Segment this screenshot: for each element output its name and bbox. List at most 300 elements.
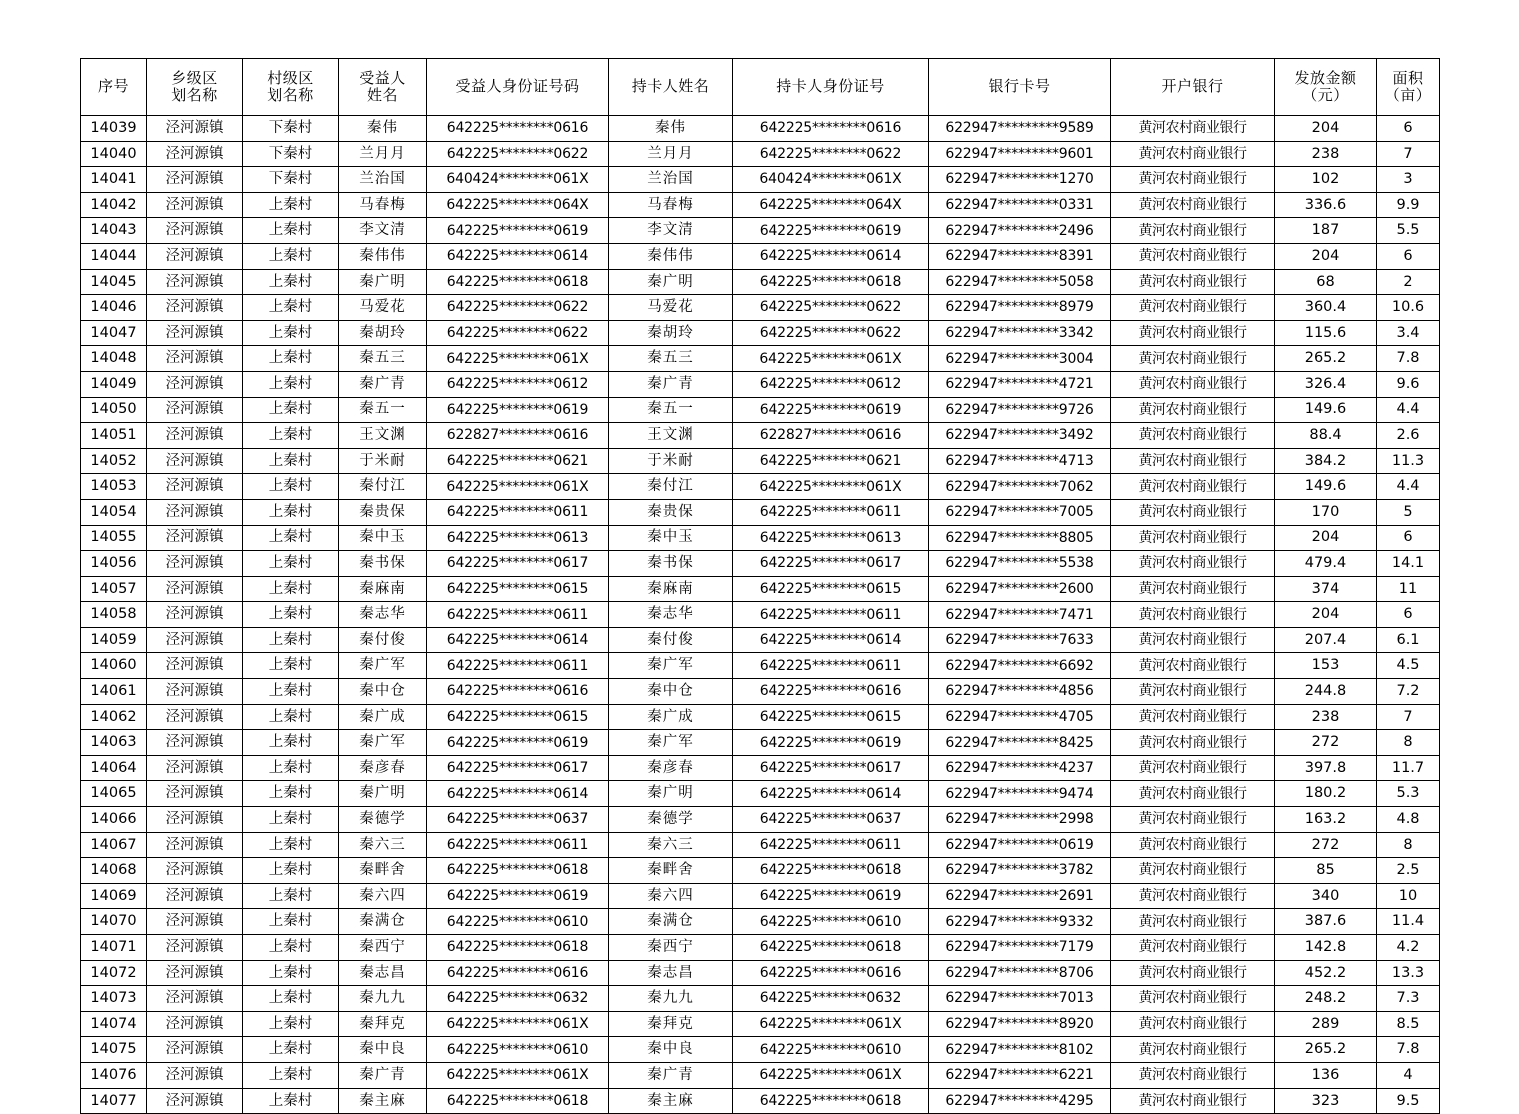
cell-beneficiary: 秦西宁: [339, 935, 427, 961]
cell-bank: 黄河农村商业银行: [1111, 1088, 1275, 1114]
cell-bank: 黄河农村商业银行: [1111, 755, 1275, 781]
cell-town: 泾河源镇: [147, 781, 243, 807]
table-row: [81, 909, 1440, 935]
table-row: [81, 448, 1440, 474]
table-row: [81, 883, 1440, 909]
cell-card: 622947*********0331: [929, 192, 1111, 218]
cell-area: 7.8: [1377, 1037, 1440, 1063]
cell-village: 上秦村: [243, 474, 339, 500]
cell-holder_id: 642225********0618: [733, 858, 929, 884]
cell-area: 3: [1377, 167, 1440, 193]
cell-amount: 374: [1275, 576, 1377, 602]
cell-town: 泾河源镇: [147, 525, 243, 551]
cell-amount: 452.2: [1275, 960, 1377, 986]
cell-beneficiary_id: 642225********0617: [427, 551, 609, 577]
cell-card: 622947*********1270: [929, 167, 1111, 193]
cell-holder: 秦中仓: [609, 679, 733, 705]
cell-beneficiary: 秦主麻: [339, 1088, 427, 1114]
cell-holder_id: 642225********0615: [733, 704, 929, 730]
cell-holder_id: 642225********0618: [733, 1088, 929, 1114]
table-row: [81, 295, 1440, 321]
cell-amount: 397.8: [1275, 755, 1377, 781]
cell-amount: 248.2: [1275, 986, 1377, 1012]
cell-town: 泾河源镇: [147, 1011, 243, 1037]
cell-seq: 14068: [81, 858, 147, 884]
cell-village: 上秦村: [243, 602, 339, 628]
cell-village: 上秦村: [243, 653, 339, 679]
cell-amount: 180.2: [1275, 781, 1377, 807]
cell-amount: 142.8: [1275, 935, 1377, 961]
cell-area: 6: [1377, 116, 1440, 142]
cell-card: 622947*********4295: [929, 1088, 1111, 1114]
cell-seq: 14039: [81, 116, 147, 142]
cell-area: 4.5: [1377, 653, 1440, 679]
cell-town: 泾河源镇: [147, 295, 243, 321]
cell-bank: 黄河农村商业银行: [1111, 320, 1275, 346]
cell-village: 上秦村: [243, 448, 339, 474]
cell-holder: 秦志昌: [609, 960, 733, 986]
cell-card: 622947*********8979: [929, 295, 1111, 321]
cell-card: 622947*********7013: [929, 986, 1111, 1012]
cell-area: 7.2: [1377, 679, 1440, 705]
cell-area: 9.6: [1377, 371, 1440, 397]
cell-holder_id: 642225********0619: [733, 397, 929, 423]
cell-town: 泾河源镇: [147, 371, 243, 397]
cell-beneficiary_id: 642225********0611: [427, 832, 609, 858]
cell-holder_id: 642225********0622: [733, 320, 929, 346]
cell-bank: 黄河农村商业银行: [1111, 1062, 1275, 1088]
cell-town: 泾河源镇: [147, 320, 243, 346]
cell-village: 上秦村: [243, 704, 339, 730]
cell-village: 上秦村: [243, 243, 339, 269]
cell-card: 622947*********4237: [929, 755, 1111, 781]
cell-holder: 秦伟伟: [609, 243, 733, 269]
cell-beneficiary_id: 642225********0616: [427, 960, 609, 986]
cell-holder: 秦志华: [609, 602, 733, 628]
cell-village: 上秦村: [243, 295, 339, 321]
cell-village: 上秦村: [243, 730, 339, 756]
cell-bank: 黄河农村商业银行: [1111, 602, 1275, 628]
cell-bank: 黄河农村商业银行: [1111, 525, 1275, 551]
cell-area: 4.2: [1377, 935, 1440, 961]
table-row: [81, 1037, 1440, 1063]
cell-amount: 323: [1275, 1088, 1377, 1114]
table-row: [81, 346, 1440, 372]
cell-seq: 14051: [81, 423, 147, 449]
cell-area: 8.5: [1377, 1011, 1440, 1037]
cell-amount: 244.8: [1275, 679, 1377, 705]
cell-beneficiary_id: 642225********0618: [427, 1088, 609, 1114]
cell-area: 10: [1377, 883, 1440, 909]
cell-amount: 170: [1275, 499, 1377, 525]
cell-beneficiary: 秦付俊: [339, 627, 427, 653]
cell-bank: 黄河农村商业银行: [1111, 141, 1275, 167]
header-row: [81, 59, 1440, 116]
table-row: [81, 627, 1440, 653]
cell-amount: 204: [1275, 243, 1377, 269]
cell-bank: 黄河农村商业银行: [1111, 499, 1275, 525]
cell-area: 11.7: [1377, 755, 1440, 781]
cell-town: 泾河源镇: [147, 474, 243, 500]
cell-area: 14.1: [1377, 551, 1440, 577]
cell-beneficiary: 秦贵保: [339, 499, 427, 525]
cell-amount: 68: [1275, 269, 1377, 295]
cell-area: 5.3: [1377, 781, 1440, 807]
cell-beneficiary_id: 642225********0622: [427, 295, 609, 321]
cell-seq: 14053: [81, 474, 147, 500]
column-header-seq: [81, 59, 147, 116]
cell-seq: 14059: [81, 627, 147, 653]
cell-town: 泾河源镇: [147, 116, 243, 142]
cell-holder_id: 642225********0617: [733, 551, 929, 577]
cell-beneficiary_id: 642225********061X: [427, 474, 609, 500]
cell-amount: 149.6: [1275, 397, 1377, 423]
table-row: [81, 243, 1440, 269]
table-row: [81, 679, 1440, 705]
cell-seq: 14064: [81, 755, 147, 781]
cell-village: 上秦村: [243, 807, 339, 833]
table-header: [81, 59, 1440, 116]
cell-seq: 14060: [81, 653, 147, 679]
cell-holder: 秦五三: [609, 346, 733, 372]
cell-seq: 14047: [81, 320, 147, 346]
cell-holder: 秦九九: [609, 986, 733, 1012]
cell-town: 泾河源镇: [147, 167, 243, 193]
cell-holder: 于米耐: [609, 448, 733, 474]
cell-town: 泾河源镇: [147, 1062, 243, 1088]
cell-holder_id: 640424********061X: [733, 167, 929, 193]
cell-amount: 289: [1275, 1011, 1377, 1037]
cell-town: 泾河源镇: [147, 986, 243, 1012]
cell-holder_id: 642225********0611: [733, 832, 929, 858]
cell-beneficiary_id: 642225********0614: [427, 627, 609, 653]
cell-village: 上秦村: [243, 346, 339, 372]
table-row: [81, 551, 1440, 577]
cell-village: 下秦村: [243, 116, 339, 142]
cell-area: 8: [1377, 832, 1440, 858]
cell-seq: 14056: [81, 551, 147, 577]
cell-seq: 14054: [81, 499, 147, 525]
table-row: [81, 832, 1440, 858]
cell-bank: 黄河农村商业银行: [1111, 1011, 1275, 1037]
cell-village: 上秦村: [243, 755, 339, 781]
cell-card: 622947*********0619: [929, 832, 1111, 858]
cell-seq: 14042: [81, 192, 147, 218]
cell-village: 上秦村: [243, 1037, 339, 1063]
cell-beneficiary_id: 642225********0616: [427, 679, 609, 705]
cell-card: 622947*********3492: [929, 423, 1111, 449]
cell-town: 泾河源镇: [147, 397, 243, 423]
cell-holder_id: 642225********0611: [733, 653, 929, 679]
cell-beneficiary_id: 642225********0615: [427, 704, 609, 730]
table-row: [81, 269, 1440, 295]
cell-bank: 黄河农村商业银行: [1111, 909, 1275, 935]
cell-seq: 14062: [81, 704, 147, 730]
cell-beneficiary_id: 622827********0616: [427, 423, 609, 449]
cell-amount: 204: [1275, 602, 1377, 628]
cell-town: 泾河源镇: [147, 935, 243, 961]
cell-bank: 黄河农村商业银行: [1111, 935, 1275, 961]
cell-beneficiary: 秦志华: [339, 602, 427, 628]
column-header-holder_id-line-0: 持卡人身份证号: [776, 77, 885, 96]
cell-town: 泾河源镇: [147, 218, 243, 244]
cell-town: 泾河源镇: [147, 679, 243, 705]
cell-holder_id: 642225********0614: [733, 243, 929, 269]
cell-village: 上秦村: [243, 883, 339, 909]
table-row: [81, 218, 1440, 244]
column-header-town-line-0: 乡级区: [171, 68, 218, 87]
cell-town: 泾河源镇: [147, 346, 243, 372]
cell-card: 622947*********2496: [929, 218, 1111, 244]
cell-bank: 黄河农村商业银行: [1111, 269, 1275, 295]
cell-beneficiary_id: 642225********0619: [427, 730, 609, 756]
cell-beneficiary: 王文渊: [339, 423, 427, 449]
cell-amount: 85: [1275, 858, 1377, 884]
column-header-beneficiary_id-line-0: 受益人身份证号码: [455, 77, 580, 96]
cell-area: 13.3: [1377, 960, 1440, 986]
cell-card: 622947*********6692: [929, 653, 1111, 679]
cell-village: 上秦村: [243, 218, 339, 244]
cell-area: 5.5: [1377, 218, 1440, 244]
cell-area: 5: [1377, 499, 1440, 525]
cell-holder_id: 642225********0614: [733, 627, 929, 653]
cell-bank: 黄河农村商业银行: [1111, 960, 1275, 986]
cell-holder: 兰治国: [609, 167, 733, 193]
cell-beneficiary_id: 642225********0618: [427, 269, 609, 295]
cell-beneficiary: 秦满仓: [339, 909, 427, 935]
cell-beneficiary: 秦九九: [339, 986, 427, 1012]
cell-holder_id: 642225********0612: [733, 371, 929, 397]
cell-town: 泾河源镇: [147, 423, 243, 449]
cell-seq: 14074: [81, 1011, 147, 1037]
table-row: [81, 397, 1440, 423]
cell-card: 622947*********9474: [929, 781, 1111, 807]
cell-town: 泾河源镇: [147, 1088, 243, 1114]
cell-bank: 黄河农村商业银行: [1111, 1037, 1275, 1063]
cell-beneficiary_id: 642225********0622: [427, 141, 609, 167]
column-header-village-line-0: 村级区: [267, 68, 314, 87]
cell-seq: 14045: [81, 269, 147, 295]
cell-amount: 149.6: [1275, 474, 1377, 500]
cell-holder: 秦德学: [609, 807, 733, 833]
cell-beneficiary_id: 642225********0615: [427, 576, 609, 602]
cell-amount: 326.4: [1275, 371, 1377, 397]
cell-card: 622947*********2691: [929, 883, 1111, 909]
column-header-holder-line-0: 持卡人姓名: [631, 77, 710, 96]
cell-village: 上秦村: [243, 397, 339, 423]
table-row: [81, 1088, 1440, 1114]
cell-area: 2.5: [1377, 858, 1440, 884]
cell-beneficiary: 秦畔舍: [339, 858, 427, 884]
cell-town: 泾河源镇: [147, 602, 243, 628]
cell-village: 上秦村: [243, 525, 339, 551]
cell-card: 622947*********3782: [929, 858, 1111, 884]
column-header-area-line-1: （亩）: [1384, 86, 1432, 104]
cell-amount: 387.6: [1275, 909, 1377, 935]
cell-beneficiary_id: 642225********0618: [427, 858, 609, 884]
cell-town: 泾河源镇: [147, 448, 243, 474]
cell-area: 8: [1377, 730, 1440, 756]
cell-beneficiary_id: 642225********0610: [427, 1037, 609, 1063]
cell-beneficiary: 秦广青: [339, 1062, 427, 1088]
cell-bank: 黄河农村商业银行: [1111, 448, 1275, 474]
cell-beneficiary_id: 642225********0611: [427, 602, 609, 628]
cell-seq: 14063: [81, 730, 147, 756]
cell-holder: 秦六四: [609, 883, 733, 909]
cell-beneficiary: 秦德学: [339, 807, 427, 833]
cell-holder_id: 642225********0616: [733, 960, 929, 986]
cell-holder_id: 642225********0618: [733, 269, 929, 295]
cell-holder_id: 642225********0632: [733, 986, 929, 1012]
cell-area: 7: [1377, 704, 1440, 730]
cell-seq: 14061: [81, 679, 147, 705]
cell-holder: 马爱花: [609, 295, 733, 321]
cell-village: 上秦村: [243, 960, 339, 986]
cell-beneficiary_id: 642225********0622: [427, 320, 609, 346]
column-header-bank-line-0: 开户银行: [1161, 77, 1224, 96]
cell-area: 2.6: [1377, 423, 1440, 449]
column-header-area: [1377, 59, 1440, 116]
cell-holder_id: 642225********0622: [733, 141, 929, 167]
cell-holder_id: 642225********0616: [733, 679, 929, 705]
column-header-seq-line-0: 序号: [97, 77, 129, 96]
cell-seq: 14065: [81, 781, 147, 807]
cell-beneficiary_id: 642225********0611: [427, 653, 609, 679]
cell-area: 4.8: [1377, 807, 1440, 833]
cell-holder: 秦付俊: [609, 627, 733, 653]
cell-amount: 204: [1275, 116, 1377, 142]
cell-holder_id: 642225********0619: [733, 730, 929, 756]
cell-card: 622947*********8102: [929, 1037, 1111, 1063]
cell-beneficiary_id: 642225********0616: [427, 116, 609, 142]
cell-village: 上秦村: [243, 679, 339, 705]
cell-town: 泾河源镇: [147, 704, 243, 730]
table-row: [81, 1011, 1440, 1037]
cell-beneficiary: 秦麻南: [339, 576, 427, 602]
cell-town: 泾河源镇: [147, 269, 243, 295]
cell-bank: 黄河农村商业银行: [1111, 371, 1275, 397]
cell-village: 上秦村: [243, 192, 339, 218]
cell-village: 上秦村: [243, 909, 339, 935]
cell-village: 下秦村: [243, 141, 339, 167]
cell-village: 上秦村: [243, 1011, 339, 1037]
cell-bank: 黄河农村商业银行: [1111, 474, 1275, 500]
cell-holder: 兰月月: [609, 141, 733, 167]
cell-holder: 秦广青: [609, 1062, 733, 1088]
table-row: [81, 960, 1440, 986]
cell-beneficiary: 秦中玉: [339, 525, 427, 551]
column-header-holder: [609, 59, 733, 116]
cell-village: 上秦村: [243, 551, 339, 577]
table-row: [81, 704, 1440, 730]
table-row: [81, 755, 1440, 781]
table-row: [81, 986, 1440, 1012]
cell-town: 泾河源镇: [147, 499, 243, 525]
cell-town: 泾河源镇: [147, 243, 243, 269]
cell-bank: 黄河农村商业银行: [1111, 576, 1275, 602]
cell-beneficiary: 秦拜克: [339, 1011, 427, 1037]
cell-holder_id: 642225********061X: [733, 346, 929, 372]
cell-bank: 黄河农村商业银行: [1111, 858, 1275, 884]
cell-holder: 秦付江: [609, 474, 733, 500]
cell-town: 泾河源镇: [147, 858, 243, 884]
cell-holder: 秦六三: [609, 832, 733, 858]
cell-holder: 秦满仓: [609, 909, 733, 935]
cell-bank: 黄河农村商业银行: [1111, 986, 1275, 1012]
cell-beneficiary: 秦中良: [339, 1037, 427, 1063]
table-row: [81, 141, 1440, 167]
cell-holder_id: 642225********0616: [733, 116, 929, 142]
cell-town: 泾河源镇: [147, 1037, 243, 1063]
cell-area: 3.4: [1377, 320, 1440, 346]
cell-bank: 黄河农村商业银行: [1111, 218, 1275, 244]
cell-card: 622947*********8805: [929, 525, 1111, 551]
cell-beneficiary_id: 642225********0614: [427, 781, 609, 807]
cell-holder: 秦畔舍: [609, 858, 733, 884]
cell-village: 上秦村: [243, 576, 339, 602]
cell-amount: 163.2: [1275, 807, 1377, 833]
cell-beneficiary: 秦志昌: [339, 960, 427, 986]
cell-amount: 479.4: [1275, 551, 1377, 577]
cell-beneficiary: 马爱花: [339, 295, 427, 321]
cell-holder: 秦麻南: [609, 576, 733, 602]
cell-seq: 14075: [81, 1037, 147, 1063]
cell-card: 622947*********4705: [929, 704, 1111, 730]
table-row: [81, 602, 1440, 628]
cell-beneficiary: 兰月月: [339, 141, 427, 167]
cell-village: 上秦村: [243, 781, 339, 807]
cell-holder_id: 642225********0615: [733, 576, 929, 602]
cell-village: 上秦村: [243, 935, 339, 961]
cell-village: 上秦村: [243, 269, 339, 295]
cell-seq: 14067: [81, 832, 147, 858]
cell-beneficiary_id: 642225********0619: [427, 218, 609, 244]
cell-beneficiary_id: 642225********061X: [427, 1011, 609, 1037]
cell-holder_id: 642225********0611: [733, 499, 929, 525]
cell-village: 上秦村: [243, 320, 339, 346]
cell-amount: 265.2: [1275, 1037, 1377, 1063]
cell-beneficiary_id: 642225********0637: [427, 807, 609, 833]
cell-beneficiary: 兰治国: [339, 167, 427, 193]
cell-holder: 秦中良: [609, 1037, 733, 1063]
cell-amount: 207.4: [1275, 627, 1377, 653]
cell-beneficiary_id: 642225********0618: [427, 935, 609, 961]
cell-seq: 14049: [81, 371, 147, 397]
cell-beneficiary_id: 642225********061X: [427, 1062, 609, 1088]
cell-area: 4: [1377, 1062, 1440, 1088]
cell-amount: 136: [1275, 1062, 1377, 1088]
table-row: [81, 1062, 1440, 1088]
cell-seq: 14041: [81, 167, 147, 193]
cell-holder_id: 642225********0621: [733, 448, 929, 474]
cell-bank: 黄河农村商业银行: [1111, 243, 1275, 269]
cell-beneficiary_id: 642225********0612: [427, 371, 609, 397]
cell-holder: 秦广明: [609, 781, 733, 807]
column-header-amount: [1275, 59, 1377, 116]
cell-seq: 14055: [81, 525, 147, 551]
cell-holder_id: 642225********0637: [733, 807, 929, 833]
cell-seq: 14048: [81, 346, 147, 372]
column-header-bank: [1111, 59, 1275, 116]
cell-holder: 秦书保: [609, 551, 733, 577]
cell-area: 9.9: [1377, 192, 1440, 218]
cell-holder: 秦拜克: [609, 1011, 733, 1037]
cell-area: 6: [1377, 243, 1440, 269]
column-header-beneficiary: [339, 59, 427, 116]
cell-card: 622947*********7062: [929, 474, 1111, 500]
cell-holder_id: 642225********0618: [733, 935, 929, 961]
cell-holder_id: 642225********0619: [733, 883, 929, 909]
